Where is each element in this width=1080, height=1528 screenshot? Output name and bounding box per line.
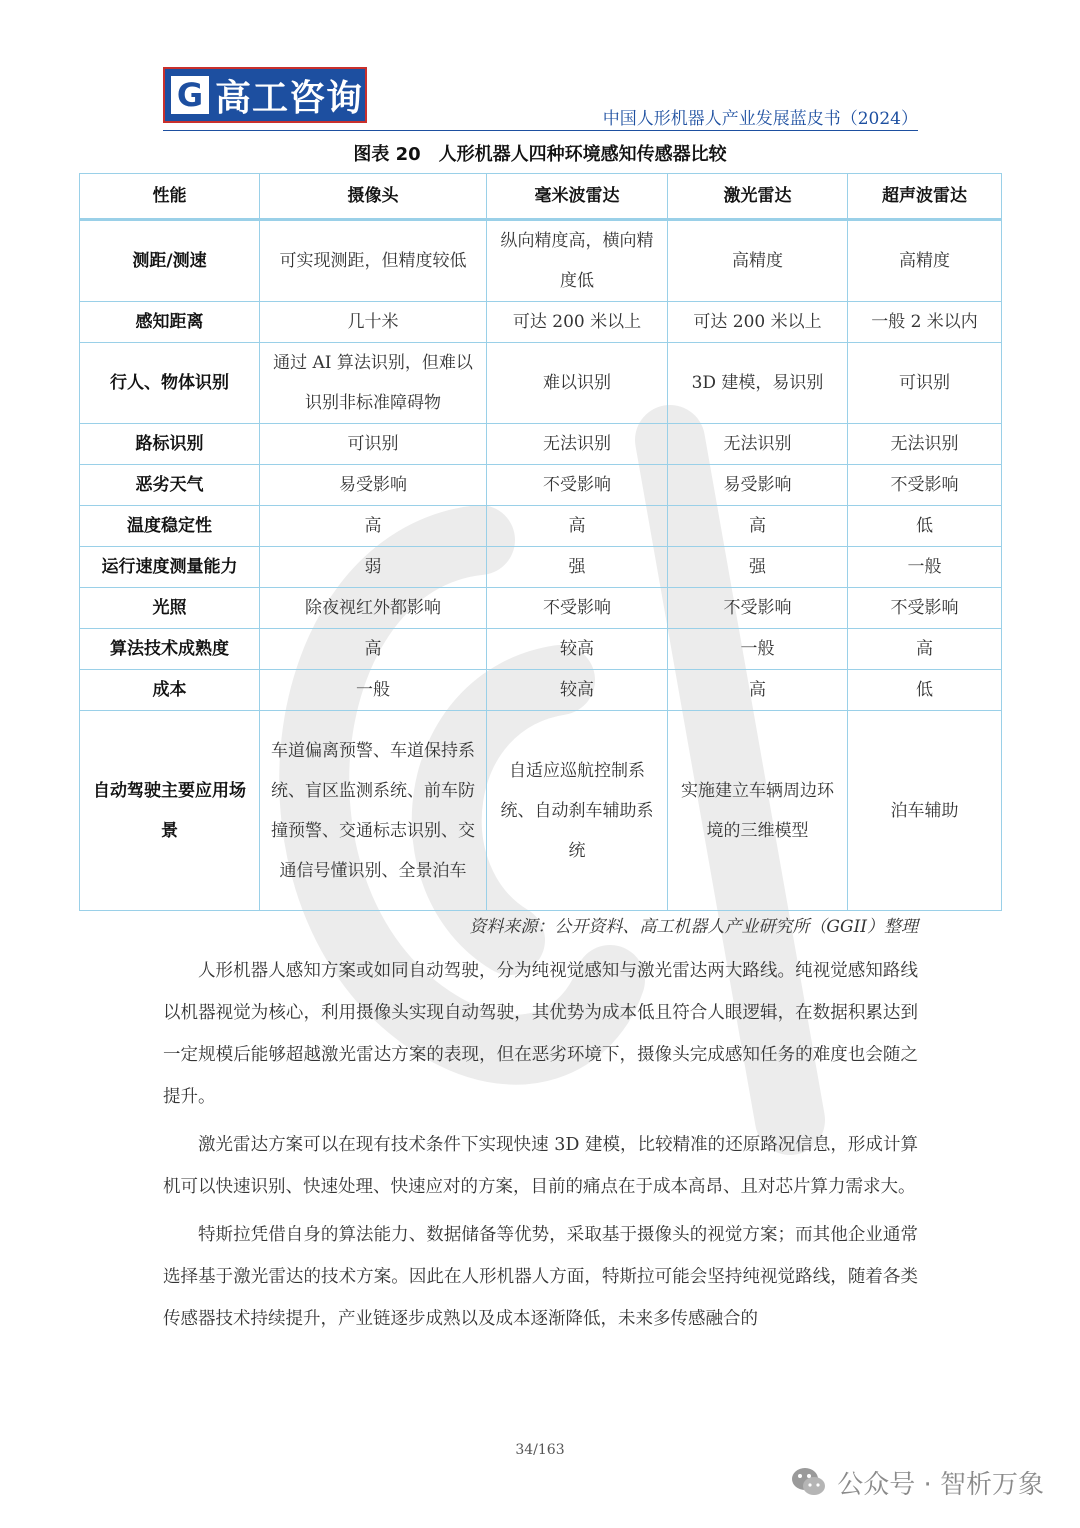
table-cell: 易受影响 [668, 465, 848, 506]
table-cell: 强 [668, 547, 848, 588]
table-cell: 弱 [260, 547, 487, 588]
row-header: 算法技术成熟度 [80, 629, 260, 670]
table-cell: 可达 200 米以上 [668, 302, 848, 343]
wechat-label: 公众号 · 智析万象 [837, 1469, 1044, 1500]
table-cell: 可识别 [260, 424, 487, 465]
table-cell: 高精度 [848, 220, 1002, 302]
table-cell: 低 [848, 506, 1002, 547]
logo-g-mark: G [171, 76, 209, 114]
table-row [80, 465, 1002, 506]
table-cell: 强 [487, 547, 668, 588]
table-cell: 自适应巡航控制系统、自动刹车辅助系统 [487, 711, 668, 911]
wechat-icon [789, 1462, 829, 1502]
row-header: 自动驾驶主要应用场景 [80, 711, 260, 911]
row-header: 测距/测速 [80, 220, 260, 302]
table-cell: 一般 [668, 629, 848, 670]
column-header: 超声波雷达 [848, 174, 1002, 220]
paragraph: 人形机器人感知方案或如同自动驾驶，分为纯视觉感知与激光雷达两大路线。纯视觉感知路线以机器视觉为核心，利用摄像头实现自动驾驶，其优势为成本低且符合人眼逻辑，在数据积累达到一定规模后能够超越激光雷达方案的表现，但在恶劣环境下，摄像头完成感知任务的难度也会随之提升。 [163, 961, 918, 1107]
table-cell: 较高 [487, 629, 668, 670]
paragraph: 特斯拉凭借自身的算法能力、数据储备等优势，采取基于摄像头的视觉方案；而其他企业通常选择基于激光雷达的技术方案。因此在人形机器人方面，特斯拉可能会坚持纯视觉路线，随着各类传感器技术持续提升，产业链逐步成熟以及成本逐渐降低，未来多传感融合的 [163, 1225, 918, 1329]
table-cell: 高 [668, 506, 848, 547]
table-cell: 高 [260, 506, 487, 547]
table-cell: 较高 [487, 670, 668, 711]
table-cell: 通过 AI 算法识别，但难以识别非标准障碍物 [260, 343, 487, 424]
table-cell: 无法识别 [487, 424, 668, 465]
sensor-comparison-table [79, 173, 1002, 911]
table-row [80, 588, 1002, 629]
table-cell: 3D 建模，易识别 [668, 343, 848, 424]
table-row [80, 629, 1002, 670]
table-row [80, 670, 1002, 711]
document-title: 中国人形机器人产业发展蓝皮书（2024） [602, 109, 918, 129]
row-header: 感知距离 [80, 302, 260, 343]
table-row [80, 547, 1002, 588]
table-row [80, 220, 1002, 302]
page-number: 34/163 [515, 1442, 565, 1458]
table-cell: 不受影响 [848, 465, 1002, 506]
table-cell: 泊车辅助 [848, 711, 1002, 911]
table-row [80, 424, 1002, 465]
company-logo [163, 67, 367, 123]
row-header: 路标识别 [80, 424, 260, 465]
table-cell: 高 [487, 506, 668, 547]
table-cell: 纵向精度高，横向精度低 [487, 220, 668, 302]
table-cell: 高 [668, 670, 848, 711]
table-cell: 几十米 [260, 302, 487, 343]
table-cell: 不受影响 [668, 588, 848, 629]
column-header: 摄像头 [260, 174, 487, 220]
table-row [80, 506, 1002, 547]
table-cell: 除夜视红外都影响 [260, 588, 487, 629]
table-cell: 不受影响 [487, 465, 668, 506]
table-cell: 高 [848, 629, 1002, 670]
logo-text: 高工咨询 [215, 77, 364, 119]
column-header: 毫米波雷达 [487, 174, 668, 220]
row-header: 成本 [80, 670, 260, 711]
table-cell: 可达 200 米以上 [487, 302, 668, 343]
table-cell: 一般 [260, 670, 487, 711]
row-header: 恶劣天气 [80, 465, 260, 506]
row-header: 温度稳定性 [80, 506, 260, 547]
table-row [80, 711, 1002, 911]
table-row [80, 343, 1002, 424]
table-cell: 一般 2 米以内 [848, 302, 1002, 343]
table-cell: 易受影响 [260, 465, 487, 506]
column-header: 激光雷达 [668, 174, 848, 220]
table-cell: 高 [260, 629, 487, 670]
table-cell: 不受影响 [848, 588, 1002, 629]
table-header-row [80, 174, 1002, 220]
table-caption: 图表 20 人形机器人四种环境感知传感器比较 [353, 144, 727, 165]
table-cell: 车道偏离预警、车道保持系统、盲区监测系统、前车防撞预警、交通标志识别、交通信号懂识别、全景泊车 [260, 711, 487, 911]
table-cell: 一般 [848, 547, 1002, 588]
header-divider [163, 130, 918, 131]
table-cell: 高精度 [668, 220, 848, 302]
table-cell: 不受影响 [487, 588, 668, 629]
paragraph: 激光雷达方案可以在现有技术条件下实现快速 3D 建模，比较精准的还原路况信息，形成计算机可以快速识别、快速处理、快速应对的方案，目前的痛点在于成本高昂、且对芯片算力需求大。 [163, 1135, 918, 1197]
body-text [163, 950, 918, 1346]
table-cell: 可识别 [848, 343, 1002, 424]
row-header: 运行速度测量能力 [80, 547, 260, 588]
table-cell: 低 [848, 670, 1002, 711]
wechat-account-badge [789, 1462, 1044, 1502]
table-cell: 无法识别 [848, 424, 1002, 465]
table-cell: 可实现测距，但精度较低 [260, 220, 487, 302]
table-cell: 无法识别 [668, 424, 848, 465]
table-source: 资料来源：公开资料、高工机器人产业研究所（GGII）整理 [469, 917, 918, 937]
table-cell: 实施建立车辆周边环境的三维模型 [668, 711, 848, 911]
row-header: 行人、物体识别 [80, 343, 260, 424]
column-header: 性能 [80, 174, 260, 220]
table-row [80, 302, 1002, 343]
row-header: 光照 [80, 588, 260, 629]
table-cell: 难以识别 [487, 343, 668, 424]
